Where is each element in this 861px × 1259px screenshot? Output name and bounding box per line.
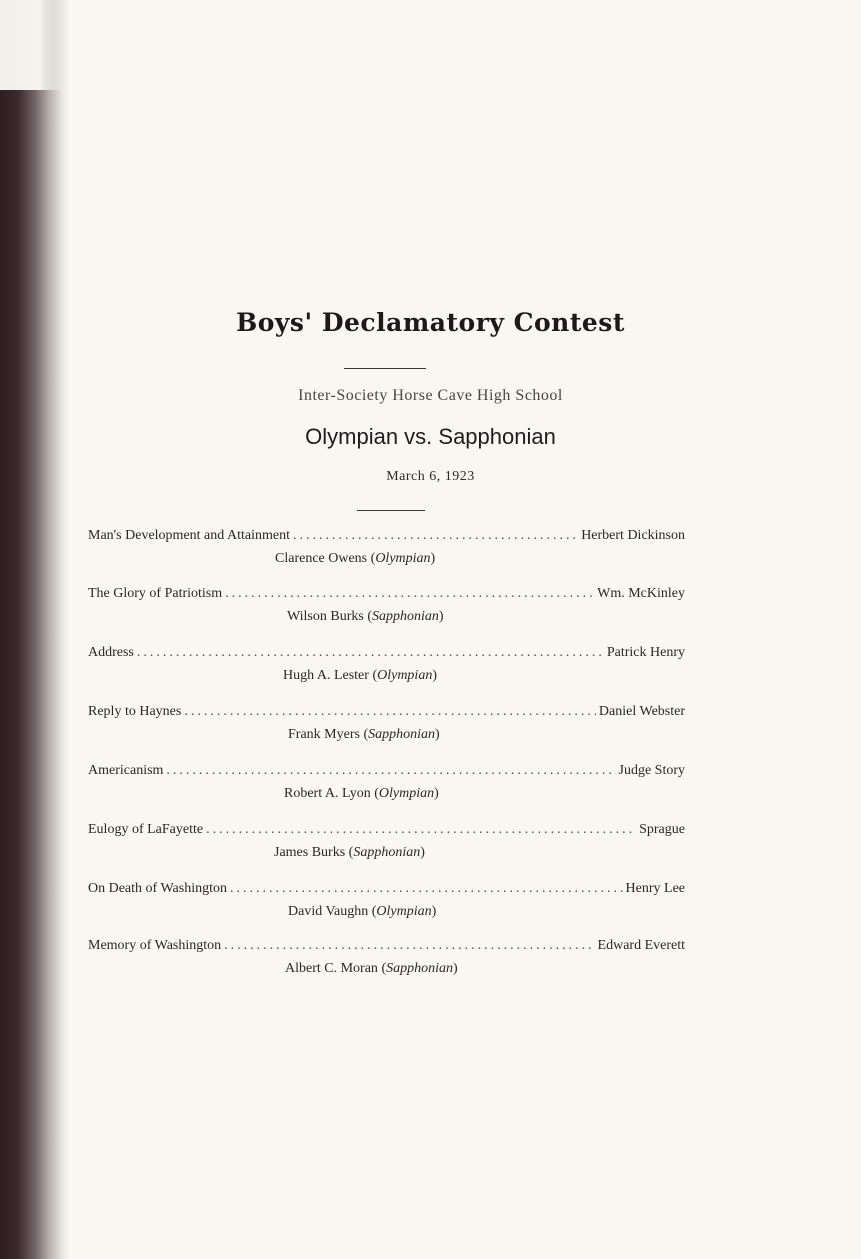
speaker-name: James Burks xyxy=(274,845,346,860)
speaker-society: Sapphonian xyxy=(368,727,435,742)
selection-title: Man's Development and Attainment xyxy=(88,528,290,543)
selection-author: Henry Lee xyxy=(625,881,685,896)
program-entry xyxy=(88,881,685,931)
dot-leader xyxy=(166,763,615,779)
selection-author: Daniel Webster xyxy=(598,704,685,719)
speaker-name: Clarence Owens xyxy=(275,551,368,566)
entry-line xyxy=(88,528,685,546)
speaker-society: Sapphonian xyxy=(386,961,453,976)
entry-line xyxy=(88,822,685,840)
program-entry xyxy=(88,822,685,872)
selection-author: Edward Everett xyxy=(597,938,685,953)
dot-leader xyxy=(137,645,604,661)
selection-title: Memory of Washington xyxy=(88,938,222,953)
event-date: March 6, 1923 xyxy=(386,469,475,484)
speaker-name: Albert C. Moran xyxy=(285,961,378,976)
dot-leader xyxy=(224,938,594,954)
speaker-line: James Burks (Sapphonian) xyxy=(274,845,425,860)
entry-line xyxy=(88,704,685,722)
selection-author: Judge Story xyxy=(618,763,685,778)
entry-line xyxy=(88,938,685,956)
speaker-line: Wilson Burks (Sapphonian) xyxy=(287,609,444,624)
dot-leader xyxy=(184,704,596,720)
entry-line xyxy=(88,586,685,604)
binding-highlight xyxy=(0,0,70,90)
speaker-society: Olympian xyxy=(376,904,432,919)
selection-title: The Glory of Patriotism xyxy=(88,586,223,601)
speaker-society: Sapphonian xyxy=(353,845,421,860)
page-title: Boys' Declamatory Contest xyxy=(236,308,625,337)
speaker-line: Clarence Owens (Olympian) xyxy=(275,551,436,566)
entry-line xyxy=(88,645,685,663)
program-entry xyxy=(88,763,685,813)
speaker-name: Wilson Burks xyxy=(287,609,364,624)
speaker-society: Sapphonian xyxy=(372,609,439,624)
speaker-line: David Vaughn (Olympian) xyxy=(288,904,437,919)
speaker-society: Olympian xyxy=(377,668,433,683)
date-divider xyxy=(357,510,425,511)
selection-title: Eulogy of LaFayette xyxy=(88,822,204,837)
program-entry xyxy=(88,938,685,988)
speaker-line: Hugh A. Lester (Olympian) xyxy=(283,668,437,683)
selection-title: Reply to Haynes xyxy=(88,704,182,719)
title-divider xyxy=(344,368,426,369)
speaker-name: Hugh A. Lester xyxy=(283,668,369,683)
selection-author: Patrick Henry xyxy=(606,645,685,660)
selection-title: Americanism xyxy=(88,763,164,778)
speaker-name: Frank Myers xyxy=(288,727,360,742)
speaker-line: Frank Myers (Sapphonian) xyxy=(288,727,440,742)
dot-leader xyxy=(230,881,623,897)
program-entry xyxy=(88,645,685,695)
program-entry xyxy=(88,528,685,578)
selection-author: Wm. McKinley xyxy=(597,586,685,601)
match-title: Olympian vs. Sapphonian xyxy=(305,424,556,449)
speaker-name: David Vaughn xyxy=(288,904,369,919)
binding-shadow xyxy=(0,0,70,1259)
selection-title: On Death of Washington xyxy=(88,881,227,896)
program-entry xyxy=(88,586,685,636)
dot-leader xyxy=(206,822,636,838)
school-name: Inter-Society Horse Cave High School xyxy=(298,387,563,404)
dot-leader xyxy=(293,528,578,544)
dot-leader xyxy=(225,586,594,602)
entry-line xyxy=(88,763,685,781)
program-entry xyxy=(88,704,685,754)
speaker-line: Robert A. Lyon (Olympian) xyxy=(284,786,439,801)
speaker-society: Olympian xyxy=(375,551,431,566)
selection-title: Address xyxy=(88,645,134,660)
selection-author: Herbert Dickinson xyxy=(581,528,685,543)
entry-line xyxy=(88,881,685,899)
speaker-line: Albert C. Moran (Sapphonian) xyxy=(285,961,458,976)
speaker-name: Robert A. Lyon xyxy=(284,786,371,801)
selection-author: Sprague xyxy=(639,822,685,837)
speaker-society: Olympian xyxy=(378,786,435,801)
